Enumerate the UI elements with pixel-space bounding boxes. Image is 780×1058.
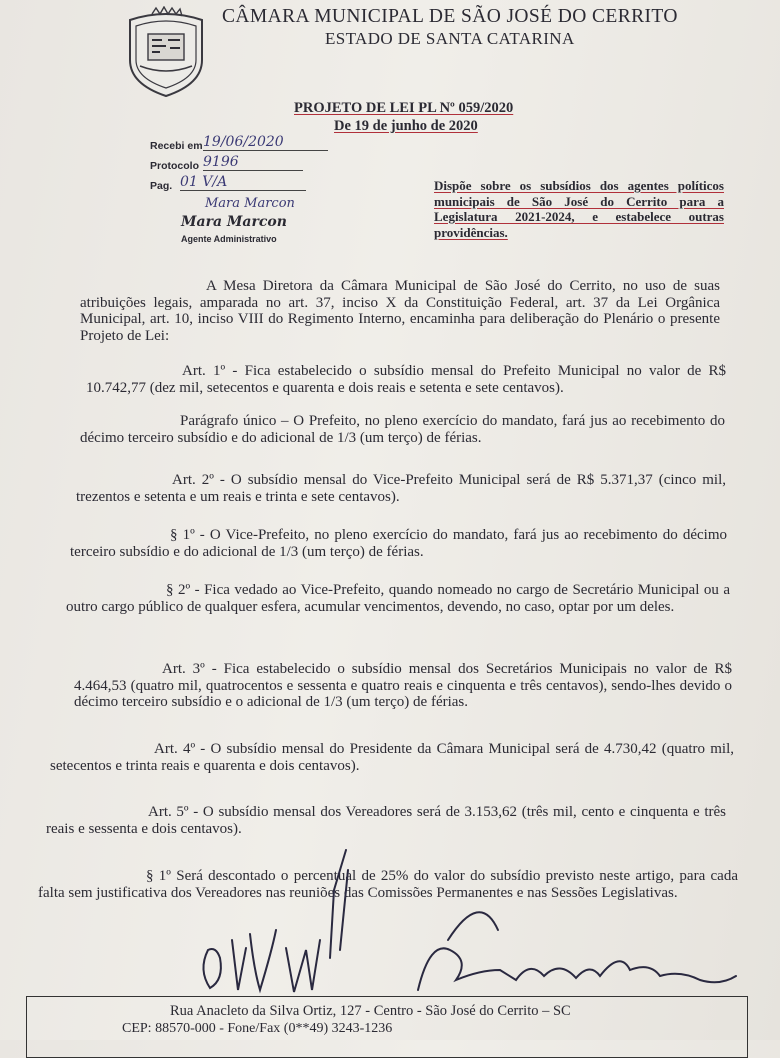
footer-address: Rua Anacleto da Silva Ortiz, 127 - Centro - São José do Cerrito – SC — [170, 1003, 571, 1019]
article-1-paragraph: Parágrafo único – O Prefeito, no pleno exercício do mandato, fará jus ao recebimento do décimo terceiro subsídio e do adicional de 1/3 (um terço) de férias. — [80, 413, 725, 446]
page-value: 01 V/A — [180, 174, 306, 191]
bill-number: PROJETO DE LEI PL Nº 059/2020 — [294, 100, 514, 116]
article-4: Art. 4º - O subsídio mensal do Presidente da Câmara Municipal será de 4.730,42 (quatro mil, setecentos e trinta reais e quarenta e dois centavos). — [50, 741, 734, 774]
signer-role: Agente Administrativo — [181, 234, 277, 244]
footer-contact: CEP: 88570-000 - Fone/Fax (0**49) 3243-1236 — [122, 1021, 393, 1036]
received-value: 19/06/2020 — [203, 134, 328, 151]
article-1: Art. 1º - Fica estabelecido o subsídio mensal do Prefeito Municipal no valor de R$ 10.742,77 (dez mil, setecentos e quarenta e dois reais e setenta e sete centavos). — [86, 363, 726, 396]
protocol-value: 9196 — [203, 154, 303, 171]
coat-of-arms-icon — [122, 6, 210, 98]
article-2: Art. 2º - O subsídio mensal do Vice-Prefeito Municipal será de R$ 5.371,37 (cinco mil, trezentos e setenta e um reais e trinta e sete centavos). — [76, 472, 726, 505]
council-title: CÂMARA MUNICIPAL DE SÃO JOSÉ DO CERRITO — [222, 6, 678, 27]
state-subtitle: ESTADO DE SANTA CATARINA — [325, 29, 575, 48]
article-5-section-1: § 1º Será descontado o percentual de 25% do valor do subsídio previsto neste artigo, para cada falta sem justificativa dos Vereadores nas reuniões das Comissões Permanentes e nas Sessões Legislativas. — [38, 868, 738, 901]
bill-date: De 19 de junho de 2020 — [334, 118, 478, 134]
intro-paragraph: A Mesa Diretora da Câmara Municipal de São José do Cerrito, no uso de suas atribuições legais, amparada no art. 37, inciso X da Constituição Federal, art. 37 da Lei Orgânica Municipal, art. 10, inciso VIII do Regimento Interno, encaminha para deliberação do Plenário o presente Projeto de Lei: — [80, 278, 720, 344]
article-3: Art. 3º - Fica estabelecido o subsídio mensal dos Secretários Municipais no valor de R$ 4.464,53 (quatro mil, quatrocentos e sessenta e quatro reais e cinquenta e três centavos), sendo-lhes devido o décimo terceiro subsídio e o adicional de 1/3 (um terço) de férias. — [74, 661, 732, 710]
article-2-section-2: § 2º - Fica vedado ao Vice-Prefeito, quando nomeado no cargo de Secretário Municipal ou a outro cargo público de qualquer esfera, acumular vencimentos, devendo, no caso, optar por um deles. — [66, 582, 730, 615]
signer-name: Mara Marcon — [181, 214, 287, 230]
protocol-label: Protocolo — [150, 160, 199, 172]
article-5: Art. 5º - O subsídio mensal dos Vereadores será de 3.153,62 (três mil, cento e cinquenta e três reais e sessenta e dois centavos). — [46, 804, 726, 837]
page-label: Pag. — [150, 180, 173, 192]
article-2-section-1: § 1º - O Vice-Prefeito, no pleno exercício do mandato, fará jus ao recebimento do décimo terceiro subsídio e do adicional de 1/3 (um terço) de férias. — [70, 527, 727, 560]
bill-summary: Dispõe sobre os subsídios dos agentes políticos municipais de São José do Cerrito para a Legislatura 2021-2024, e estabelece outras providências. — [434, 178, 724, 240]
received-label: Recebi em — [150, 140, 203, 152]
handwritten-signature: Mara Marcon — [205, 196, 295, 211]
